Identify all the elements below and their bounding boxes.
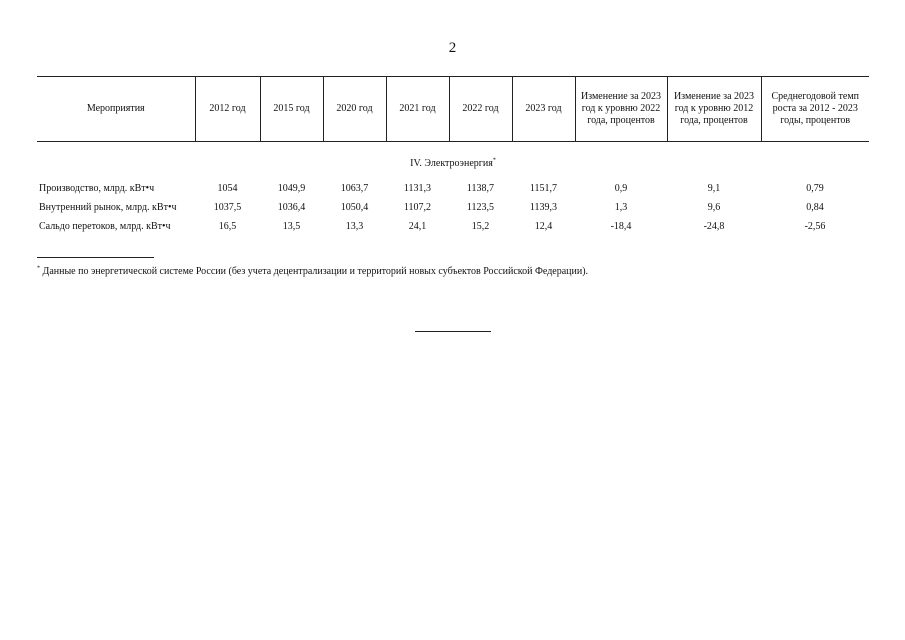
table-cell: 12,4 bbox=[534, 221, 553, 232]
table-cell: 0,84 bbox=[806, 202, 824, 213]
table-cell: 1139,3 bbox=[529, 202, 558, 213]
table-cell: 0,79 bbox=[806, 183, 824, 194]
table-cell: -18,4 bbox=[610, 221, 632, 232]
table-cell: 15,2 bbox=[471, 221, 490, 232]
table-cell: 0,9 bbox=[614, 183, 628, 194]
footnote-mark: * bbox=[37, 265, 40, 272]
header-cell-2020: 2020 год bbox=[323, 77, 386, 142]
table-cell: 1037,5 bbox=[213, 202, 242, 213]
table-cell: 1,3 bbox=[614, 202, 628, 213]
section-footnote-mark: * bbox=[492, 157, 496, 164]
header-cell-change-vs-2012: Изменение за 2023 год к уровню 2012 года, процентов bbox=[667, 77, 761, 142]
header-cell-activity: Мероприятия bbox=[37, 77, 195, 142]
table-cell: 1050,4 bbox=[340, 202, 369, 213]
table-cell: 24,1 bbox=[408, 221, 427, 232]
electricity-table bbox=[37, 76, 869, 236]
section-row bbox=[37, 142, 869, 176]
header-cell-2022: 2022 год bbox=[449, 77, 512, 142]
section-title: IV. Электроэнергия bbox=[410, 158, 493, 169]
page-number: 2 bbox=[448, 40, 457, 56]
table-cell: 1131,3 bbox=[403, 183, 432, 194]
table-row bbox=[37, 217, 869, 236]
table-cell: 1054 bbox=[217, 183, 238, 194]
table-cell: 13,3 bbox=[345, 221, 364, 232]
table-cell: 1036,4 bbox=[277, 202, 306, 213]
table-cell: 1049,9 bbox=[277, 183, 306, 194]
table-cell: 1123,5 bbox=[466, 202, 495, 213]
header-cell-2012: 2012 год bbox=[195, 77, 260, 142]
table-row bbox=[37, 179, 869, 198]
footnote-text: Данные по энергетической системе России (без учета децентрализации и территорий новых субъектов Российской Федерации). bbox=[42, 266, 589, 277]
header-cell-change-vs-2022: Изменение за 2023 год к уровню 2022 года, процентов bbox=[575, 77, 667, 142]
table-cell: -24,8 bbox=[703, 221, 725, 232]
table-cell: 9,6 bbox=[707, 202, 721, 213]
footnote bbox=[37, 266, 588, 277]
table-cell: 9,1 bbox=[707, 183, 721, 194]
header-cell-avg-growth: Среднегодовой темп роста за 2012 - 2023 годы, процентов bbox=[761, 77, 869, 142]
section-title-cell bbox=[37, 142, 869, 176]
row-label: Сальдо перетоков, млрд. кВт•ч bbox=[39, 221, 171, 232]
document-end-line bbox=[415, 331, 491, 332]
table-cell: -2,56 bbox=[804, 221, 826, 232]
table-cell: 1151,7 bbox=[529, 183, 558, 194]
header-cell-2015: 2015 год bbox=[260, 77, 323, 142]
table-cell: 1063,7 bbox=[340, 183, 369, 194]
table-row bbox=[37, 198, 869, 217]
table-cell: 1138,7 bbox=[466, 183, 495, 194]
table-cell: 1107,2 bbox=[403, 202, 432, 213]
table-cell: 16,5 bbox=[218, 221, 237, 232]
data-table-wrapper bbox=[37, 76, 869, 236]
footnote-divider bbox=[37, 257, 154, 258]
table-header-row bbox=[37, 77, 869, 142]
header-cell-2023: 2023 год bbox=[512, 77, 575, 142]
row-label: Производство, млрд. кВт•ч bbox=[39, 183, 155, 194]
row-label: Внутренний рынок, млрд. кВт•ч bbox=[39, 202, 177, 213]
header-cell-2021: 2021 год bbox=[386, 77, 449, 142]
table-cell: 13,5 bbox=[282, 221, 301, 232]
